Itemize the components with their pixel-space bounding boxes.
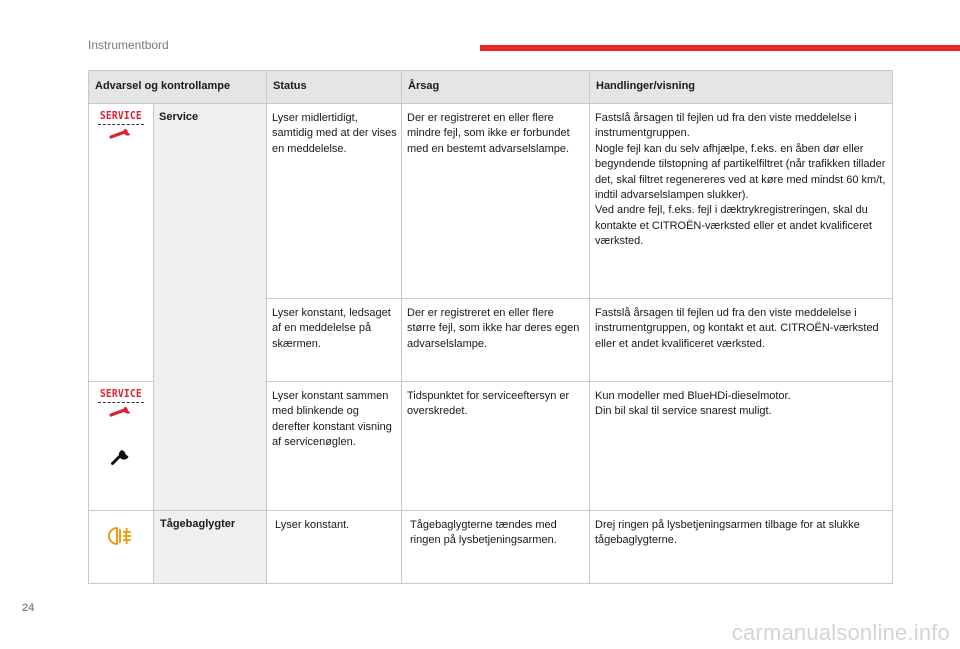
lamp-name-cell xyxy=(154,511,267,584)
column-header-action: Handlinger/visning xyxy=(590,71,893,104)
status-cell xyxy=(267,104,402,299)
lamp-icon-cell xyxy=(89,382,154,511)
status-text: Lyser midlertidigt, samtidig med at der vises en meddelelse. xyxy=(272,112,397,155)
action-text: Kun modeller med BlueHDi-dieselmotor. Din bil skal til service snarest muligt. xyxy=(595,390,791,418)
service-warning-icon xyxy=(97,388,145,419)
column-header-lamp: Advarsel og kontrollampe xyxy=(89,71,267,104)
service-warning-icon xyxy=(97,110,145,141)
status-text: Lyser konstant, ledsaget af en meddelelse på skærmen. xyxy=(272,307,391,350)
service-icon-label: SERVICE xyxy=(99,387,143,400)
wrench-icon xyxy=(108,403,134,419)
table-header-row xyxy=(89,71,893,104)
watermark: carmanualsonline.info xyxy=(731,620,950,645)
table-row xyxy=(89,511,893,584)
cause-text: Der er registreret en eller flere større fejl, som ikke har deres egen advarselslampe. xyxy=(407,307,580,350)
warning-lamp-table xyxy=(88,70,893,584)
status-text: Lyser konstant. xyxy=(275,519,350,531)
action-cell xyxy=(590,299,893,382)
lamp-icon-cell xyxy=(89,104,154,382)
rear-fog-lamp-icon xyxy=(107,525,135,547)
lamp-name-cell xyxy=(154,104,267,511)
service-icon-label: SERVICE xyxy=(99,109,143,122)
cause-text: Tidspunktet for serviceeftersyn er overskredet. xyxy=(407,390,570,418)
status-text: Lyser konstant sammen med blinkende og derefter konstant visning af servicenøglen. xyxy=(272,390,392,449)
lamp-icon-cell xyxy=(89,511,154,584)
cause-cell xyxy=(402,104,590,299)
action-cell xyxy=(590,382,893,511)
wrench-icon xyxy=(109,443,133,467)
column-header-status: Status xyxy=(267,71,402,104)
lamp-name-fog: Tågebaglygter xyxy=(160,518,236,530)
cause-cell xyxy=(402,511,590,584)
status-cell xyxy=(267,299,402,382)
action-text: Fastslå årsagen til fejlen ud fra den viste meddelelse i instrumentgruppen. Nogle fejl kan du selv afhjælpe, f.eks. en åben dør eller begyndende tilstopning af partikelfiltret (når trafikken tillader det, skal filtret regenereres ved at køre med mindst 60 km/t, indtil advarselslampen slukker). Ved andre fejl, f.eks. fejl i dæktrykregistreringen, skal du kontakte et CITROËN-værksted eller et andet kvalificeret værksted. xyxy=(595,112,886,248)
table-row xyxy=(89,104,893,299)
status-cell xyxy=(267,382,402,511)
status-cell xyxy=(267,511,402,584)
lamp-name-service: Service xyxy=(159,111,199,123)
column-header-cause: Årsag xyxy=(402,71,590,104)
action-cell xyxy=(590,511,893,584)
action-cell xyxy=(590,104,893,299)
page-number: 24 xyxy=(22,602,35,614)
cause-cell xyxy=(402,299,590,382)
section-title: Instrumentbord xyxy=(88,38,169,52)
cause-text: Der er registreret en eller flere mindre fejl, som ikke er forbundet med en bestemt advarselslampe. xyxy=(407,112,570,155)
section-accent-bar xyxy=(480,45,960,51)
action-text: Drej ringen på lysbetjeningsarmen tilbage for at slukke tågebaglygterne. xyxy=(595,519,860,547)
cause-text: Tågebaglygterne tændes med ringen på lysbetjeningsarmen. xyxy=(410,519,557,547)
action-text: Fastslå årsagen til fejlen ud fra den viste meddelelse i instrumentgruppen, og kontakt et aut. CITROËN-værksted eller et andet kvalificeret værksted. xyxy=(595,307,879,350)
cause-cell xyxy=(402,382,590,511)
wrench-icon xyxy=(108,125,134,141)
